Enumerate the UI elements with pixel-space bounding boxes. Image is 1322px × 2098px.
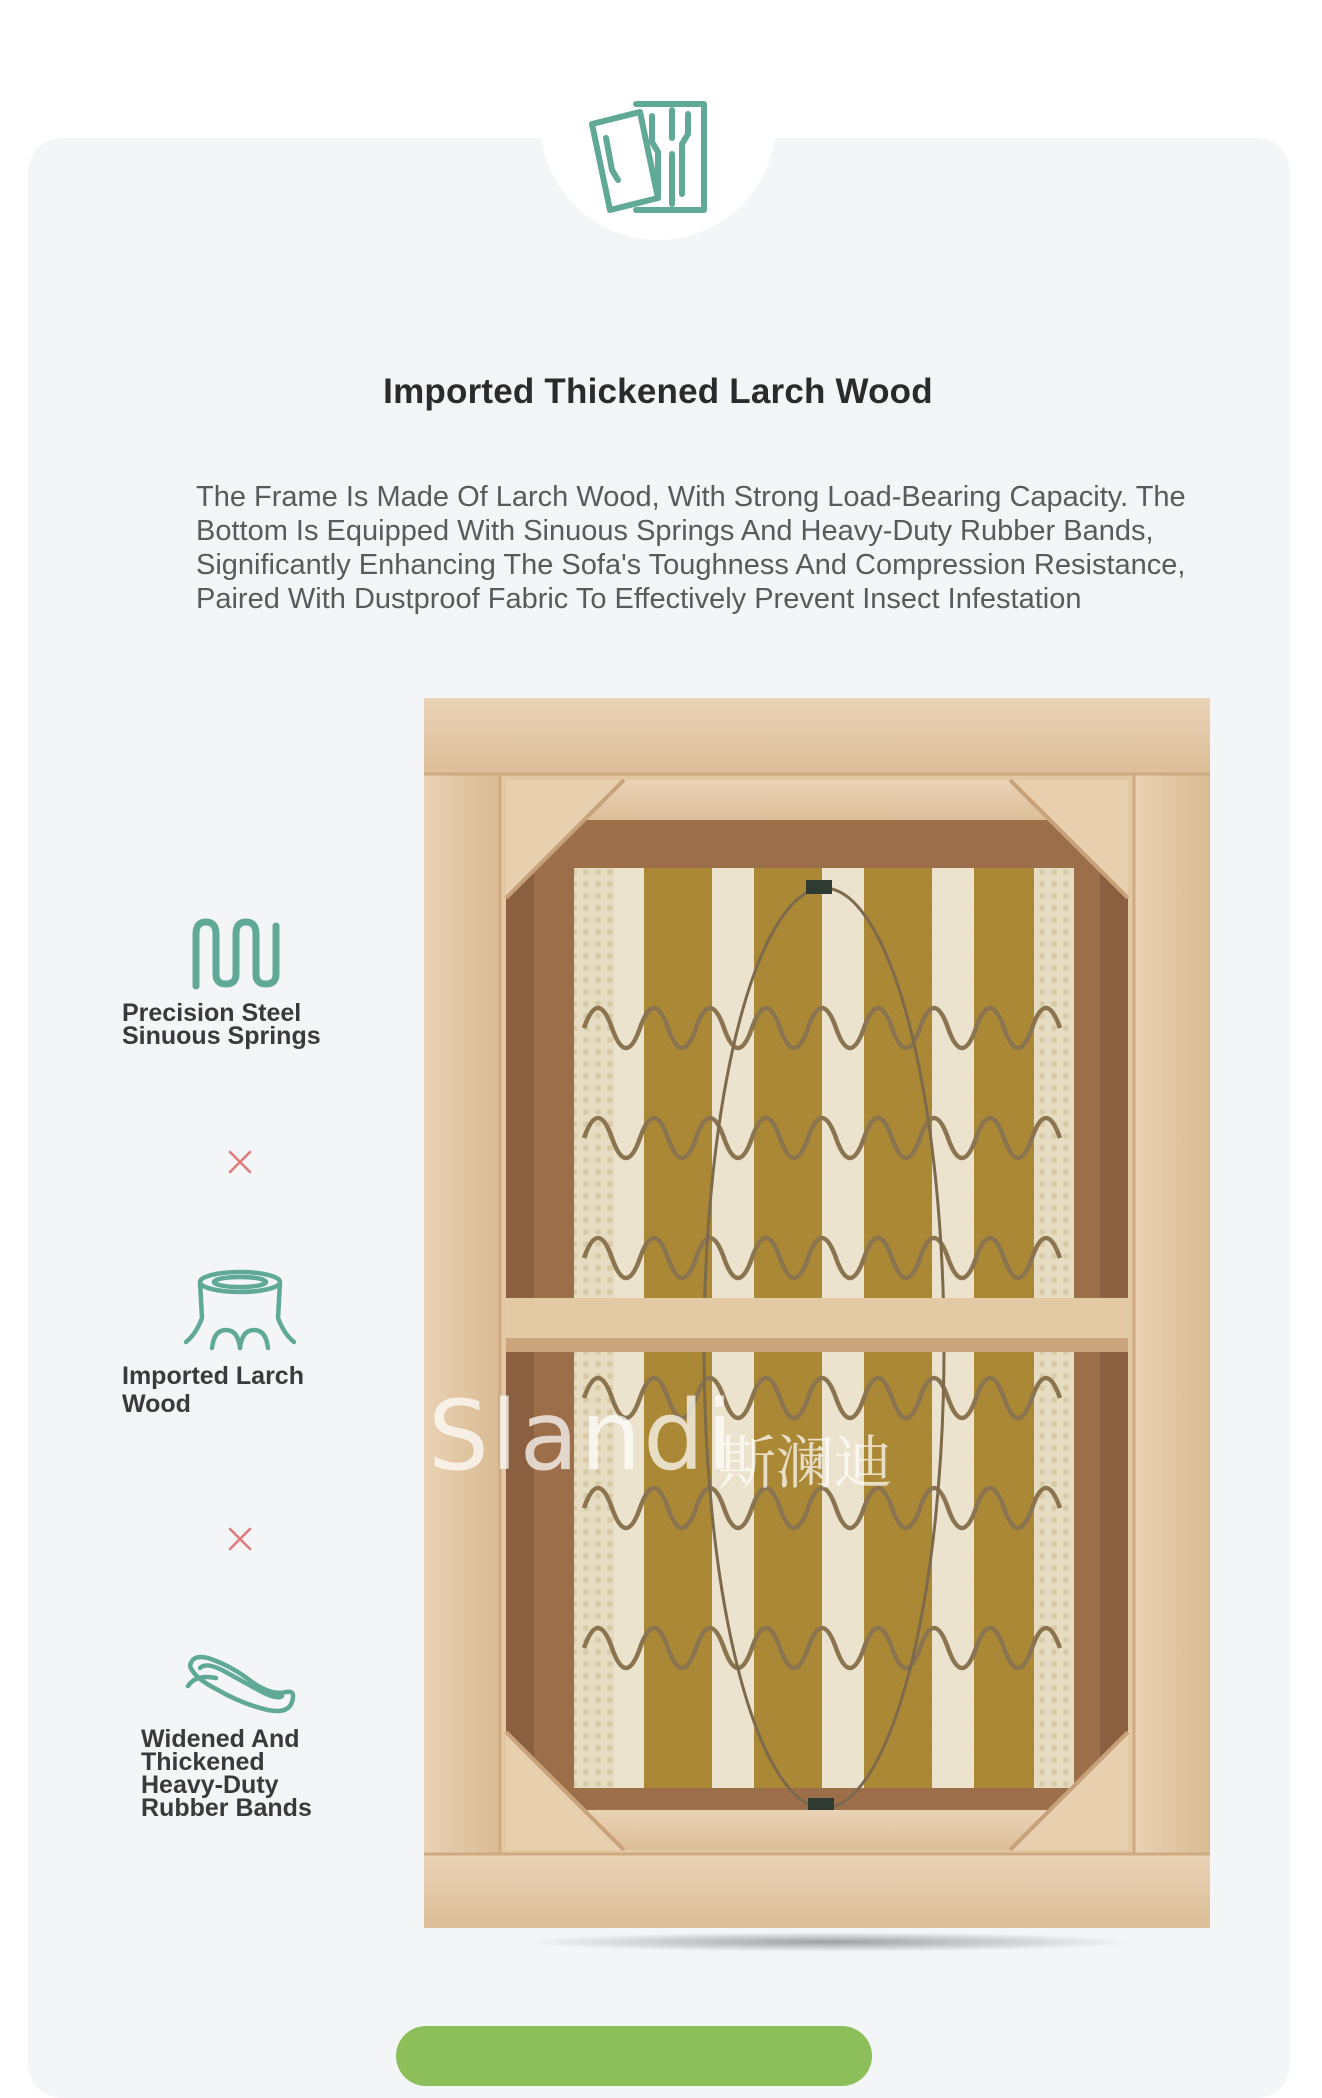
section-title: Imported Thickened Larch Wood — [383, 372, 933, 411]
sinuous-spring-icon — [190, 918, 286, 990]
feature-label-springs: Precision Steel Sinuous Springs — [122, 999, 321, 1050]
brand-watermark-cn: 斯澜迪 — [718, 1429, 893, 1497]
description-line: The Frame Is Made Of Larch Wood, With Strong Load-Bearing Capacity. The — [196, 481, 1186, 513]
times-icon — [225, 1524, 255, 1554]
sofa-frame-photo — [424, 698, 1210, 1928]
feature-label-rubber-bands: Widened And Thickened Heavy-Duty Rubber Bands — [141, 1725, 312, 1822]
tree-stump-icon — [182, 1268, 298, 1354]
brand-watermark: Slandi — [428, 1380, 735, 1492]
description-line: Bottom Is Equipped With Sinuous Springs And Heavy-Duty Rubber Bands, — [196, 515, 1154, 547]
section-description — [196, 480, 1302, 616]
bottom-green-button[interactable] — [396, 2026, 872, 2086]
description-line: Paired With Dustproof Fabric To Effectively Prevent Insect Infestation — [196, 583, 1082, 615]
description-line: Significantly Enhancing The Sofa's Toughness And Compression Resistance, — [196, 549, 1186, 581]
photo-shadow — [520, 1932, 1140, 1952]
wood-planks-icon — [588, 98, 710, 216]
rubber-band-icon — [182, 1652, 298, 1718]
times-icon — [225, 1147, 255, 1177]
feature-label-larch: Imported Larch Wood — [122, 1362, 304, 1418]
